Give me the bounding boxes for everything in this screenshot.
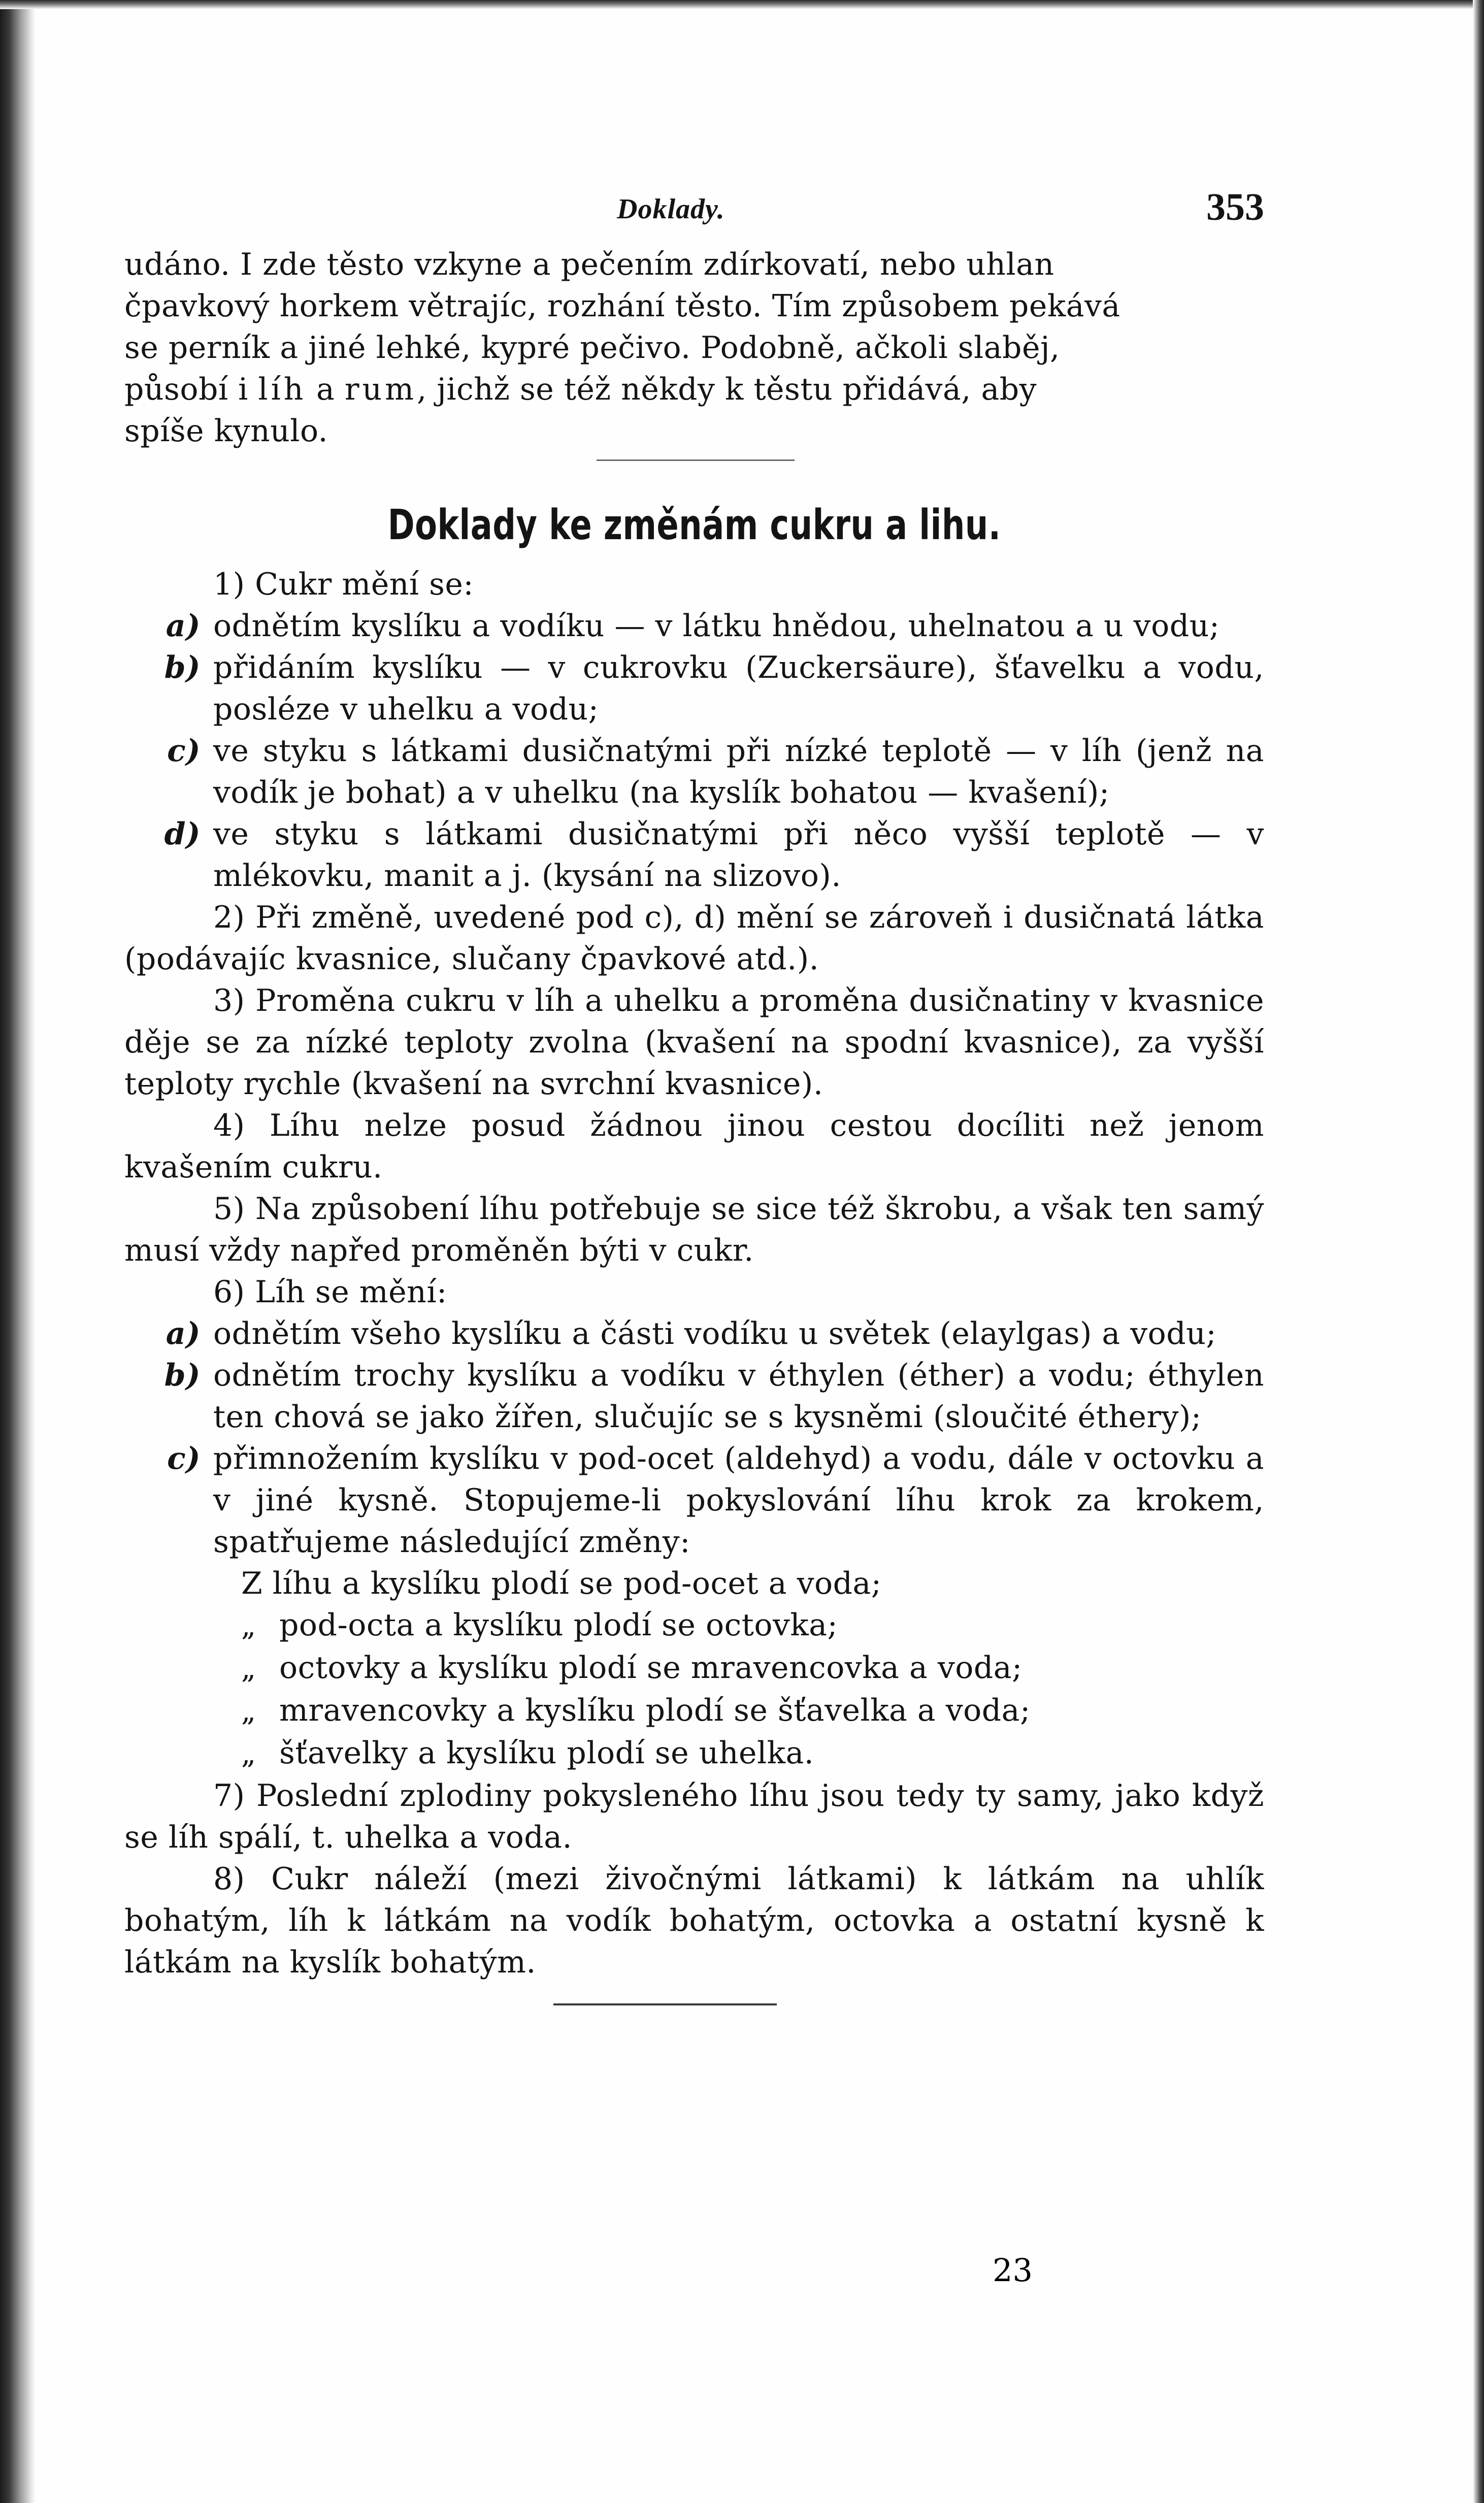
running-head — [124, 173, 1264, 244]
paragraph-8: 8) Cukr náleží (mezi živočnými látkami) k látkám na uhlík bohatým, líh k látkám na vodík bohatým, octovka a ostatní kysně k látkám na kyslík bohatým. — [124, 1861, 1264, 1980]
intro-line: udáno. I zde těsto vzkyne a pečením zdírkovatí, nebo uhlan — [124, 247, 1054, 282]
chain-line — [241, 1563, 1264, 1604]
page-number: 353 — [1206, 186, 1264, 228]
book-binding-shadow — [0, 0, 36, 2503]
list-item-mark: b) — [164, 1358, 201, 1393]
chain-text: pod-octa a kyslíku plodí se octovka; — [279, 1607, 838, 1643]
intro-line: spíše kynulo. — [124, 413, 328, 449]
intro-emphasis-lih: líh — [258, 372, 307, 407]
list-item-mark: a) — [166, 608, 201, 644]
list-item-mark: c) — [167, 733, 201, 769]
intro-line: se perník a jiné lehké, kypré pečivo. Podobně, ačkoli slaběj, — [124, 330, 1060, 366]
chain-line — [241, 1732, 1264, 1775]
paragraph-2: 2) Při změně, uvedené pod c), d) mění se zároveň i dusičnatá látka (podávajíc kvasnice, slučany čpavkové atd.). — [124, 900, 1264, 977]
chain-text: mravencovky a kyslíku plodí se šťavelka a voda; — [279, 1693, 1031, 1728]
paragraph-3: 3) Proměna cukru v líh a uhelku a proměna dusičnatiny v kvasnice děje se za nízké teploty zvolna (kvašení na spodní kvasnice), za vyšší teploty rychle (kvašení na svrchní kvasnice). — [124, 983, 1264, 1102]
intro-text: a — [306, 372, 345, 407]
list-item-mark: a) — [166, 1316, 201, 1352]
list-item-text: odnětím všeho kyslíku a části vodíku u světek (elaylgas) a vodu; — [213, 1316, 1217, 1352]
chain-line — [241, 1690, 1264, 1732]
ditto-mark: „ — [241, 1737, 256, 1770]
list-item — [124, 730, 1264, 813]
list-item-text: přimnožením kyslíku v pod-ocet (aldehyd) a vodu, dále v octovku a v jiné kysně. Stopujeme-li pokyslování líhu krok za krokem, spatřujeme následující změny: — [213, 1441, 1264, 1560]
ditto-mark: „ — [241, 1652, 256, 1685]
paragraph-6-lead: 6) Líh se mění: — [213, 1274, 447, 1310]
chain-text: Z líhu a kyslíku plodí se pod-ocet a voda; — [241, 1566, 882, 1601]
list-item — [124, 1355, 1264, 1438]
intro-emphasis-rum: rum — [344, 372, 417, 407]
body-text — [124, 244, 1264, 2005]
footer-rule — [553, 2003, 777, 2005]
page-top-edge — [0, 0, 1484, 9]
intro-line: čpavkový horkem větrajíc, rozhání těsto. Tím způsobem pekává — [124, 288, 1120, 324]
text-block — [124, 173, 1264, 2005]
list-item-text: odnětím trochy kyslíku a vodíku v éthylen (éther) a vodu; éthylen ten chová se jako žířen, slučujíc se s kysněmi (sloučité éthery); — [213, 1358, 1264, 1435]
ditto-mark: „ — [241, 1695, 256, 1728]
chain-line — [241, 1647, 1264, 1690]
paragraph-7: 7) Poslední zplodiny pokysleného líhu jsou tedy ty samy, jako když se líh spálí, t. uhelka a voda. — [124, 1778, 1264, 1855]
list-item-text: přidáním kyslíku — v cukrovku (Zuckersäure), šťavelku a vodu, posléze v uhelku a vodu; — [213, 650, 1264, 727]
chain-line — [241, 1604, 1264, 1647]
intro-text: působí i — [124, 372, 258, 407]
list-item-mark: c) — [167, 1441, 201, 1476]
chain-text: octovky a kyslíku plodí se mravencovka a voda; — [279, 1650, 1023, 1686]
list-item-text: ve styku s látkami dusičnatými při něco vyšší teplotě — v mlékovku, manit a j. (kysání na slizovo). — [213, 816, 1264, 894]
list-item — [124, 605, 1264, 647]
intro-line — [124, 369, 1264, 410]
running-title: Doklady. — [617, 193, 725, 225]
signature-mark: 23 — [993, 2252, 1033, 2289]
oxidation-chain — [241, 1563, 1264, 1775]
chain-text: šťavelky a kyslíku plodí se uhelka. — [279, 1735, 814, 1771]
intro-text: , jichž se též někdy k těstu přidává, aby — [417, 372, 1037, 407]
section-heading: Doklady ke změnám cukru a lihu. — [387, 501, 1001, 549]
ditto-mark: „ — [241, 1609, 256, 1642]
page-right-edge — [1473, 0, 1484, 2503]
section-divider — [597, 459, 795, 461]
list-item — [124, 1438, 1264, 1563]
paragraph-1-lead: 1) Cukr mění se: — [213, 567, 474, 602]
paragraph-4: 4) Líhu nelze posud žádnou jinou cestou docíliti než jenom kvašením cukru. — [124, 1108, 1264, 1185]
list-item-text: ve styku s látkami dusičnatými při nízké teplotě — v líh (jenž na vodík je bohat) a v uhelku (na kyslík bohatou — kvašení); — [213, 733, 1264, 810]
list-item-mark: b) — [164, 650, 201, 685]
list-item-text: odnětím kyslíku a vodíku — v látku hnědou, uhelnatou a u vodu; — [213, 608, 1220, 644]
list-item-mark: d) — [164, 816, 201, 852]
paragraph-5: 5) Na způsobení líhu potřebuje se sice též škrobu, a však ten samý musí vždy napřed proměněn býti v cukr. — [124, 1191, 1264, 1268]
list-item — [124, 813, 1264, 897]
list-item — [124, 1313, 1264, 1355]
list-item — [124, 647, 1264, 730]
